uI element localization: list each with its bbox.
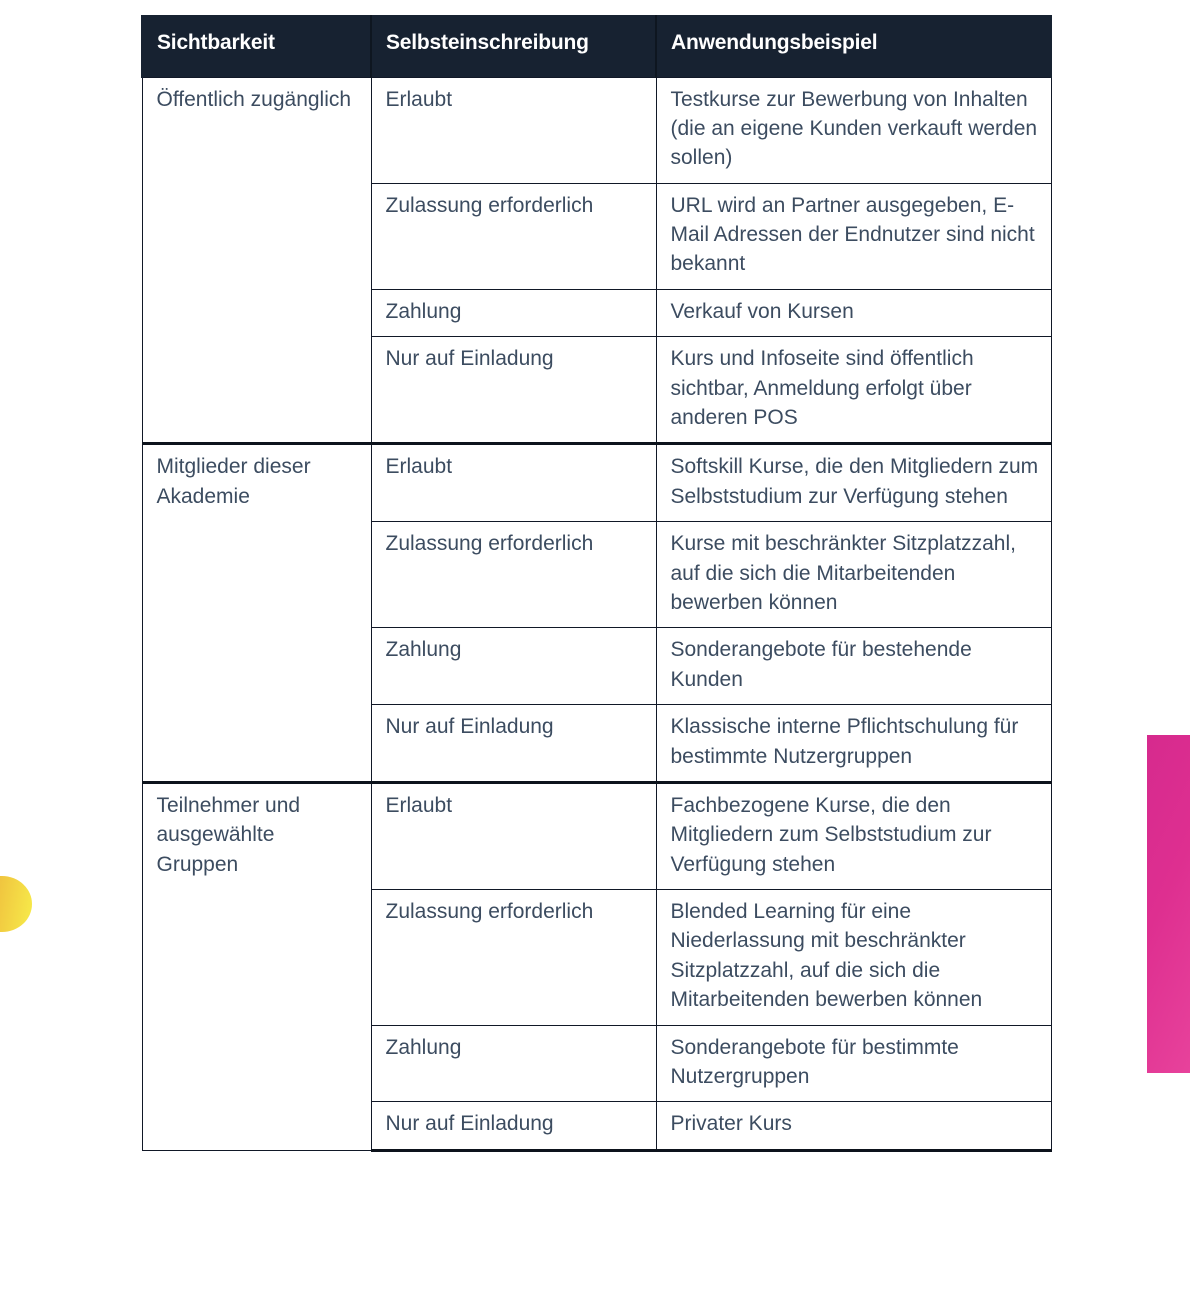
cell-example: Privater Kurs [656, 1102, 1051, 1150]
column-header-selbsteinschreibung: Selbsteinschreibung [371, 15, 656, 77]
cell-example: Sonderangebote für bestehende Kunden [656, 628, 1051, 705]
cell-example: Kurs und Infoseite sind öffentlich sichtbar, Anmeldung erfolgt über anderen POS [656, 337, 1051, 444]
cell-example: Blended Learning für eine Niederlassung mit beschränkter Sitzplatzzahl, auf die sich die Mitarbeitenden bewerben können [656, 890, 1051, 1026]
table-row [142, 782, 1051, 889]
cell-enrolment: Zulassung erforderlich [371, 890, 656, 1026]
cell-enrolment: Zahlung [371, 1025, 656, 1102]
column-header-anwendungsbeispiel: Anwendungsbeispiel [656, 15, 1051, 77]
cell-enrolment: Erlaubt [371, 77, 656, 183]
table-header-row [142, 15, 1051, 77]
cell-enrolment: Nur auf Einladung [371, 337, 656, 444]
cell-example: Testkurse zur Bewerbung von Inhalten (die an eigene Kunden verkauft werden sollen) [656, 77, 1051, 183]
cell-example: Klassische interne Pflichtschulung für bestimmte Nutzergruppen [656, 705, 1051, 783]
table-row [142, 77, 1051, 183]
cell-enrolment: Erlaubt [371, 782, 656, 889]
cell-enrolment: Zulassung erforderlich [371, 183, 656, 289]
group-visibility-label: Öffentlich zugänglich [142, 77, 371, 444]
decorative-yellow-circle [0, 876, 32, 932]
cell-enrolment: Zahlung [371, 628, 656, 705]
cell-example: Fachbezogene Kurse, die den Mitgliedern zum Selbststudium zur Verfügung stehen [656, 782, 1051, 889]
visibility-enrolment-table-wrapper [141, 15, 1050, 1152]
cell-enrolment: Nur auf Einladung [371, 705, 656, 783]
decorative-pink-bar [1147, 735, 1190, 1073]
cell-enrolment: Nur auf Einladung [371, 1102, 656, 1150]
cell-example: URL wird an Partner ausgegeben, E-Mail Adressen der Endnutzer sind nicht bekannt [656, 183, 1051, 289]
column-header-sichtbarkeit: Sichtbarkeit [142, 15, 371, 77]
table-body [142, 77, 1051, 1150]
group-visibility-label: Mitglieder dieser Akademie [142, 444, 371, 783]
cell-example: Sonderangebote für bestimmte Nutzergruppen [656, 1025, 1051, 1102]
table-header [142, 15, 1051, 77]
cell-enrolment: Erlaubt [371, 444, 656, 522]
visibility-enrolment-table [141, 15, 1052, 1152]
cell-example: Kurse mit beschränkter Sitzplatzzahl, auf die sich die Mitarbeitenden bewerben können [656, 522, 1051, 628]
table-row [142, 444, 1051, 522]
cell-example: Softskill Kurse, die den Mitgliedern zum Selbststudium zur Verfügung stehen [656, 444, 1051, 522]
group-visibility-label: Teilnehmer und ausgewählte Gruppen [142, 782, 371, 1150]
cell-example: Verkauf von Kursen [656, 289, 1051, 336]
cell-enrolment: Zulassung erforderlich [371, 522, 656, 628]
cell-enrolment: Zahlung [371, 289, 656, 336]
